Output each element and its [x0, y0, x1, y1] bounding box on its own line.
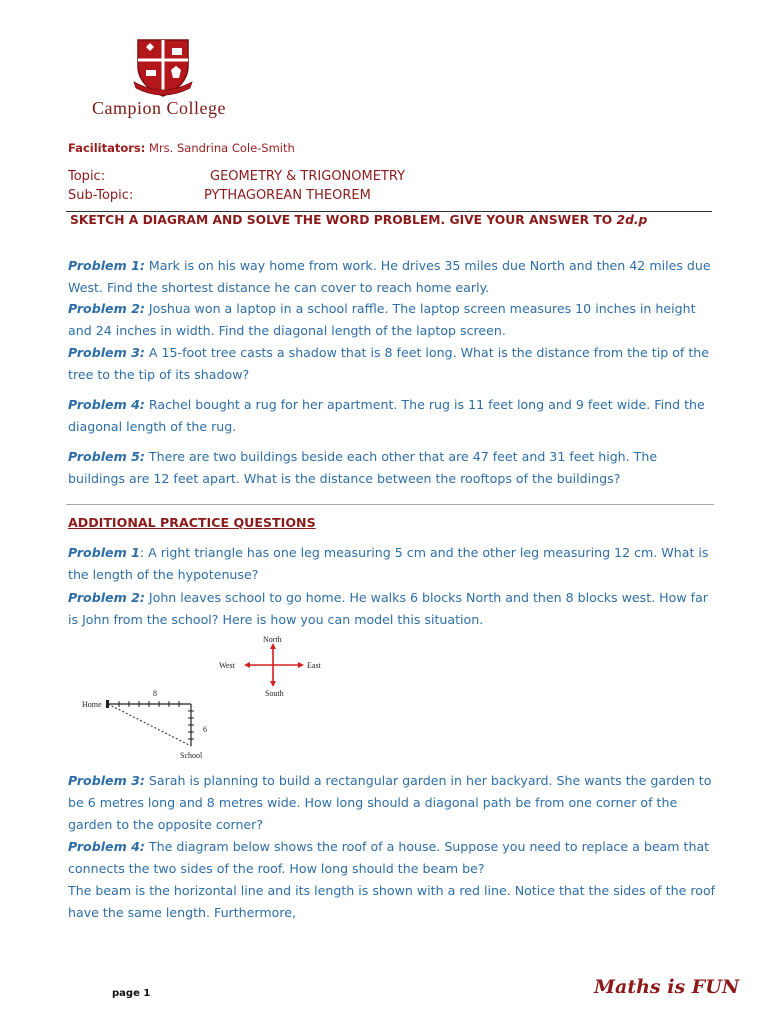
school-label: School: [180, 751, 203, 760]
additional-problem-item: [68, 542, 718, 586]
problem-label: Problem 4:: [68, 397, 145, 412]
instruction-heading: [70, 213, 647, 227]
home-school-diagram: [75, 632, 335, 764]
problem-label: Problem 2:: [68, 301, 145, 316]
compass-east-label: East: [307, 661, 321, 670]
slogan: Maths is FUN: [594, 976, 740, 998]
problem-item: [68, 446, 718, 490]
problem-label: Problem 2:: [68, 590, 145, 605]
subtopic-value: PYTHAGOREAN THEOREM: [204, 188, 371, 203]
east-arrowhead-icon: [298, 662, 304, 668]
section-divider: [66, 504, 714, 505]
college-crest-logo: [132, 36, 194, 98]
top-length-label: 8: [153, 689, 157, 698]
compass-north-label: North: [263, 635, 282, 644]
facilitators-value: Mrs. Sandrina Cole-Smith: [145, 141, 295, 155]
problem-text: There are two buildings beside each other that are 47 feet and 31 feet high. The buildings are 12 feet apart. What is the distance between the rooftops of the buildings?: [68, 449, 658, 486]
west-arrowhead-icon: [244, 662, 250, 668]
topic-label: Topic:: [68, 169, 106, 184]
problem-text: Rachel bought a rug for her apartment. The rug is 11 feet long and 9 feet wide. Find the diagonal length of the rug.: [68, 397, 705, 434]
problem-item: [68, 298, 718, 342]
problem-text: A 15-foot tree casts a shadow that is 8 feet long. What is the distance from the tip of the tree to the tip of its shadow?: [68, 345, 710, 382]
problem-text: Mark is on his way home from work. He drives 35 miles due North and then 42 miles due West. Find the shortest distance he can cover to reach home early.: [68, 258, 711, 295]
problem-label: Problem 3:: [68, 345, 145, 360]
problem-label: Problem 1:: [68, 258, 145, 273]
header-divider: [66, 211, 712, 212]
subtopic-label: Sub-Topic:: [68, 188, 134, 203]
instruction-text: SKETCH A DIAGRAM AND SOLVE THE WORD PROBLEM. GIVE YOUR ANSWER TO: [70, 213, 617, 227]
problem-item: [68, 342, 718, 386]
hypotenuse-line: [108, 704, 191, 746]
problem-text: : A right triangle has one leg measuring 5 cm and the other leg measuring 12 cm. What is the length of the hypotenuse?: [68, 545, 709, 582]
compass-west-label: West: [219, 661, 235, 670]
problem-label: Problem 1: [68, 545, 140, 560]
problem-text: Joshua won a laptop in a school raffle. The laptop screen measures 10 inches in height and 24 inches in width. Find the diagonal length of the laptop screen.: [68, 301, 696, 338]
problem-item: [68, 255, 718, 299]
side-length-label: 6: [203, 725, 207, 734]
problem-item: [68, 394, 718, 438]
problem-text: John leaves school to go home. He walks 6 blocks North and then 8 blocks west. How far is John from the school? Here is how you can model this situation.: [68, 590, 708, 627]
facilitators-label: Facilitators:: [68, 141, 146, 155]
problem-label: Problem 4:: [68, 839, 145, 854]
problem-text: The diagram below shows the roof of a house. Suppose you need to replace a beam that connects the two sides of the roof. How long should the beam be?: [68, 839, 710, 876]
problem-label: Problem 3:: [68, 773, 145, 788]
page-number: page 1: [112, 988, 151, 999]
problem-label: Problem 5:: [68, 449, 145, 464]
problem-text: Sarah is planning to build a rectangular garden in her backyard. She wants the garden to be 6 metres long and 8 metres wide. How long should a diagonal path be from one corner of the garden to the opposite corner?: [68, 773, 712, 832]
home-label: Home: [82, 700, 102, 709]
additional-heading: ADDITIONAL PRACTICE QUESTIONS: [68, 515, 316, 530]
south-arrowhead-icon: [270, 681, 276, 687]
college-name: Campion College: [92, 98, 226, 118]
additional-problem-item: [68, 836, 718, 880]
additional-problem-item: [68, 770, 718, 836]
additional-problem-item: [68, 587, 718, 631]
compass-south-label: South: [265, 689, 284, 698]
closing-paragraph: The beam is the horizontal line and its length is shown with a red line. Notice that the sides of the roof have the same length. Furthermore,: [68, 883, 716, 920]
instruction-precision: 2d.p: [616, 213, 648, 227]
topic-value: GEOMETRY & TRIGONOMETRY: [210, 169, 406, 184]
facilitators-line: [68, 141, 295, 155]
